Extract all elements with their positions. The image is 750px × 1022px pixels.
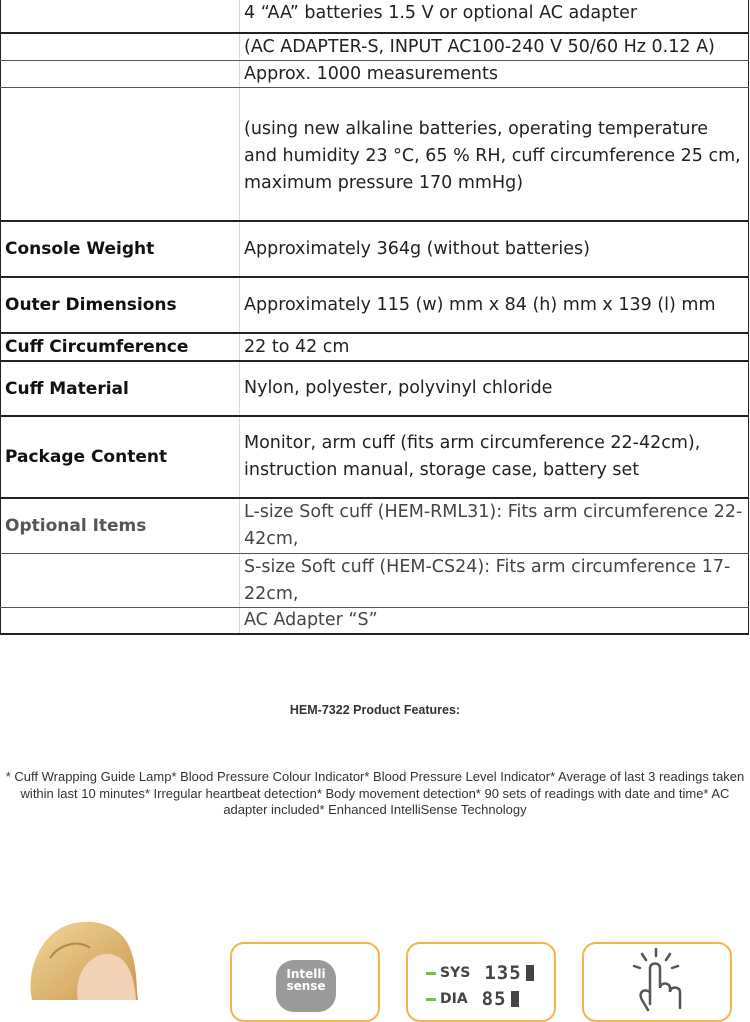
- spec-value-battery-life: [244, 61, 745, 87]
- woman-photo: [20, 918, 180, 1000]
- level-bar-icon: [511, 991, 519, 1007]
- spec-value-adapter: [244, 34, 745, 60]
- spec-row-power: [0, 0, 749, 34]
- touch-hand-icon: [584, 944, 729, 1019]
- spec-row-weight: [0, 222, 749, 278]
- battery-life-text: Approx. 1000 measurements: [244, 63, 498, 84]
- spec-value-optional-3: AC Adapter “S”: [244, 610, 378, 630]
- spec-value-optional-2: S-size Soft cuff (HEM-CS24): Fits arm circumference 17-22cm,: [244, 556, 731, 604]
- spec-row-package: [0, 417, 749, 499]
- spec-value-battery-note: [244, 88, 745, 220]
- battery-note-text: (using new alkaline batteries, operating temperature and humidity 23 °C, 65 % RH, cuff circumference 25 cm, maximum pressure 170 mmHg): [244, 119, 741, 193]
- spec-label-package: Package Content: [0, 417, 240, 497]
- spec-row-adapter: [0, 34, 749, 61]
- spec-label-empty: [0, 608, 240, 633]
- spec-row-battery-life: [0, 61, 749, 88]
- spec-row-cuff-material: [0, 362, 749, 417]
- spec-label-dimensions: Outer Dimensions: [0, 278, 240, 332]
- spec-label-empty: [0, 554, 240, 607]
- sense-text: sense: [286, 979, 326, 993]
- spec-label-empty: [0, 0, 240, 32]
- spec-value-optional-1: L-size Soft cuff (HEM-RML31): Fits arm circumference 22-42cm,: [244, 502, 743, 549]
- spec-row-battery-note: [0, 88, 749, 222]
- sys-value: 135: [484, 962, 522, 984]
- sys-reading: [426, 962, 534, 984]
- touch-card: [582, 942, 732, 1022]
- spec-value-weight: Approximately 364g (without batteries): [244, 238, 590, 259]
- level-bar-icon: [526, 965, 534, 981]
- adapter-text: (AC ADAPTER-S, INPUT AC100-240 V 50/60 Hz 0.12 A): [244, 36, 715, 57]
- spec-row-optional-3: [0, 608, 749, 635]
- intellisense-icon: [276, 960, 336, 1012]
- sys-label: SYS: [440, 965, 471, 981]
- features-list-text: * Cuff Wrapping Guide Lamp* Blood Pressure Colour Indicator* Blood Pressure Level Indicator* Average of last 3 readings taken within last 10 minutes* Irregular heartbeat detection* Body movement detection* 90 sets of readings with date and time* AC adapter included* Enhanced IntelliSense Technology: [5, 769, 745, 817]
- spec-value-dimensions: Approximately 115 (w) mm x 84 (h) mm x 139 (l) mm: [244, 294, 716, 315]
- spec-label-optional: Optional Items: [0, 499, 240, 553]
- sys-indicator-icon: [426, 972, 436, 975]
- power-source-text: 4 “AA” batteries 1.5 V or optional AC adapter: [244, 3, 638, 23]
- spec-label-empty: [0, 61, 240, 87]
- dia-label: DIA: [440, 991, 468, 1007]
- spec-value-power: [244, 0, 745, 32]
- spec-value-cuff-circumference: 22 to 42 cm: [244, 336, 350, 357]
- spec-row-optional-1: [0, 499, 749, 554]
- intelli-text: Intelli: [286, 967, 326, 981]
- spec-label-empty: [0, 34, 240, 60]
- spec-value-cuff-material: Nylon, polyester, polyvinyl chloride: [244, 378, 553, 398]
- dia-value: 85: [481, 988, 507, 1010]
- dia-indicator-icon: [426, 998, 436, 1001]
- spec-label-cuff-circumference: Cuff Circumference: [0, 334, 240, 360]
- spec-row-cuff-circumference: [0, 334, 749, 362]
- spec-row-dimensions: [0, 278, 749, 334]
- spec-label-empty: [0, 88, 240, 220]
- intellisense-card: [230, 942, 380, 1022]
- spec-label-cuff-material: Cuff Material: [0, 362, 240, 415]
- spec-value-package: Monitor, arm cuff (fits arm circumference 22-42cm), instruction manual, storage case, battery set: [244, 433, 701, 480]
- dia-reading: [426, 988, 519, 1010]
- spec-label-weight: Console Weight: [0, 222, 240, 276]
- spec-row-optional-2: [0, 554, 749, 608]
- features-title: HEM-7322 Product Features:: [289, 703, 461, 717]
- lcd-display-card: [406, 942, 556, 1022]
